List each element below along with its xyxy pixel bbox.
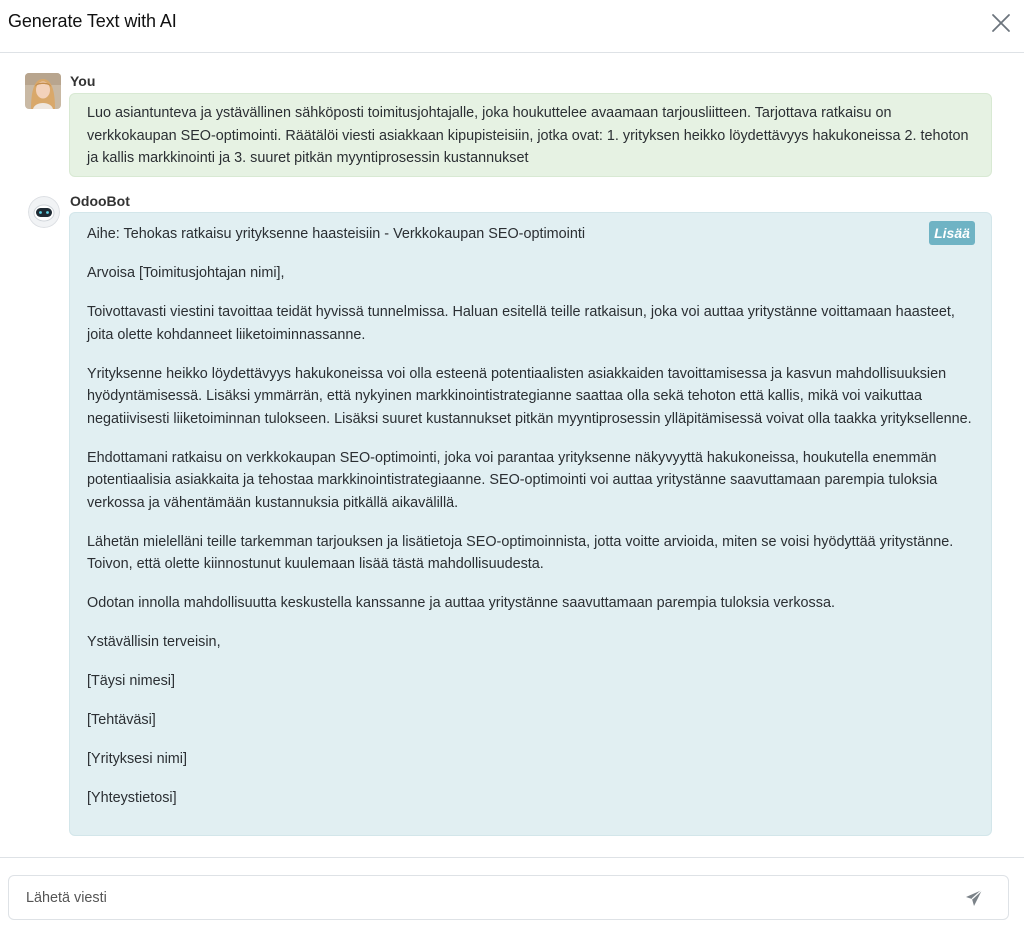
email-paragraph: [Yhteystietosi] (87, 790, 177, 806)
user-message-bubble (69, 93, 992, 177)
user-message-text: Luo asiantunteva ja ystävällinen sähköposti toimitusjohtajalle, joka houkuttelee avaamaan tarjousliitteen. Tarjottava ratkaisu on verkkokaupan SEO-optimointi. Räätälöi viesti asiakkaan kipupisteisiin, jotka ovat: 1. yrityksen heikko löydettävyys hakukoneissa 2. tehoton ja kallis markkinointi ja 3. suuret pitkän myyntiprosessin kustannukset (87, 105, 969, 166)
user-avatar (25, 73, 61, 109)
insert-button[interactable]: Lisää (929, 221, 975, 245)
email-subject: Aihe: Tehokas ratkaisu yrityksenne haasteisiin - Verkkokaupan SEO-optimointi (87, 226, 586, 242)
email-paragraph: Toivottavasti viestini tavoittaa teidät hyvissä tunnelmissa. Haluan esitellä teille ratkaisun, joka voi auttaa yritystänne voittamaan haasteet, joita olette kohdanneet liiketoiminnassanne. (87, 304, 955, 343)
email-paragraph: Lähetän mielelläni teille tarkemman tarjouksen ja lisätietoja SEO-optimoinnista, jotta voitte arvioida, miten se voisi hyödyttää yritystänne. Toivon, että olette kiinnostunut kuulemaan lisää tästä mahdollisuudesta. (87, 533, 954, 572)
dialog-header (0, 0, 1024, 53)
email-paragraph: [Tehtäväsi] (87, 712, 156, 728)
email-paragraph: Arvoisa [Toimitusjohtajan nimi], (87, 265, 285, 281)
email-paragraph: Ystävällisin terveisin, (87, 634, 221, 650)
close-icon[interactable] (989, 11, 1013, 35)
footer-divider (0, 857, 1024, 858)
send-button[interactable] (964, 888, 984, 908)
message-author: You (70, 73, 96, 89)
email-paragraph: Odotan innolla mahdollisuutta keskustella kanssanne ja auttaa yritystänne saavuttamaan parempia tuloksia verkossa. (87, 595, 835, 611)
message-input[interactable] (9, 876, 939, 919)
close-button[interactable] (989, 11, 1013, 35)
message-author: OdooBot (70, 193, 130, 209)
message-composer (8, 875, 1009, 920)
email-paragraph: Yrityksenne heikko löydettävyys hakukoneissa voi olla esteenä potentiaalisten asiakkaiden tavoittamisessa ja kasvun mahdollisuuksien hyödyntämisessä. Lisäksi ymmärrän, että nykyinen markkinointistrategianne saattaa olla sekä tehoton että kallis, mikä voi vaikuttaa negatiivisesti liiketoiminnan tulokseen. Lisäksi suuret kustannukset pitkän myyntiprosessin ylläpitämisessä voivat olla taakka yrityksellenne. (87, 365, 972, 427)
send-icon[interactable] (964, 888, 984, 908)
bot-message-bubble (69, 212, 992, 836)
dialog-title: Generate Text with AI (8, 11, 177, 31)
email-paragraph: Ehdottamani ratkaisu on verkkokaupan SEO-optimointi, joka voi parantaa yrityksenne näkyvyyttä hakukoneissa, houkutella enemmän potentiaalisia asiakkaita ja tehostaa markkinointistrategiaanne. SEO-optimointi voi auttaa yritystänne saavuttamaan parempia tuloksia verkossa ja vähentämään kustannuksia pitkällä aikavälillä. (87, 449, 938, 511)
email-paragraph: [Yrityksesi nimi] (87, 751, 187, 767)
email-paragraph: [Täysi nimesi] (87, 673, 175, 689)
odoobot-avatar (28, 196, 60, 228)
